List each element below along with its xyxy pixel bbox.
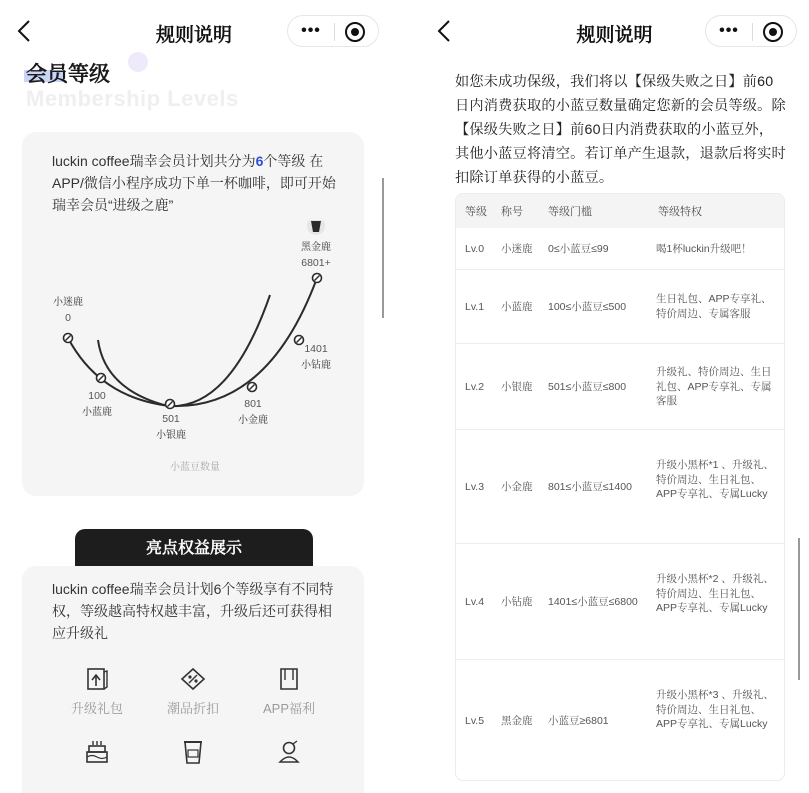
benefit-item[interactable] xyxy=(234,738,344,766)
perks-cell: 升级小黑杯*1 、升级礼、特价周边、生日礼包、APP专享礼、专属Lucky xyxy=(656,459,774,500)
progress-curve xyxy=(98,295,270,406)
level-cell: Lv.4 xyxy=(465,596,485,608)
decorative-dot xyxy=(128,52,148,72)
discount-tag-icon xyxy=(179,666,207,692)
coffee-cup-icon xyxy=(180,738,206,766)
section-title: 会员等级 xyxy=(26,63,110,86)
section-subtitle: Membership Levels xyxy=(26,86,239,111)
level-name-label: 小金鹿 xyxy=(238,415,268,426)
threshold-cell: 0≤小蓝豆≤99 xyxy=(548,243,609,255)
highlight-tab: 亮点权益展示 xyxy=(75,529,313,571)
benefit-item[interactable] xyxy=(234,666,344,717)
mini-program-capsule xyxy=(705,15,797,47)
right-screen xyxy=(420,0,809,793)
level-name-label: 小钻鹿 xyxy=(301,360,331,371)
column-header: 等级 xyxy=(465,206,487,218)
level-table xyxy=(455,193,785,781)
level-value-label: 801 xyxy=(244,398,262,410)
close-mini-program-icon[interactable] xyxy=(763,22,783,42)
table-row xyxy=(456,228,785,270)
title-cell: 小钻鹿 xyxy=(501,596,533,608)
intro-text-part1: luckin coffee瑞幸会员计划共分为 xyxy=(52,153,256,169)
more-menu-button[interactable]: ••• xyxy=(719,22,739,39)
benefit-label: 升级礼包 xyxy=(70,701,123,716)
level-progress-chart xyxy=(40,220,350,480)
highlight-card xyxy=(22,566,364,793)
intro-text-part2: 个等级 在APP/微信小程序成功下单一杯咖啡，即可开始瑞幸会员“进级之鹿” xyxy=(52,153,336,213)
benefit-label: 潮品折扣 xyxy=(166,701,219,716)
capsule-divider xyxy=(752,23,753,41)
user-service-icon xyxy=(276,738,302,766)
page-title: 规则说明 xyxy=(576,25,653,46)
threshold-cell: 501≤小蓝豆≤800 xyxy=(548,381,627,393)
perks-cell: 升级小黑杯*2 、升级礼、特价周边、生日礼包、APP专享礼、专属Lucky xyxy=(656,573,774,614)
column-header: 称号 xyxy=(501,206,523,218)
scrollbar[interactable] xyxy=(382,178,384,318)
title-cell: 小金鹿 xyxy=(501,481,533,493)
nav-bar xyxy=(0,0,388,62)
threshold-cell: 1401≤小蓝豆≤6800 xyxy=(548,596,638,608)
left-screen xyxy=(0,0,388,793)
level-cell: Lv.5 xyxy=(465,715,485,727)
perks-cell: 喝1杯luckin升级吧！ xyxy=(656,243,752,255)
benefit-label: APP福利 xyxy=(262,701,315,716)
highlight-text: luckin coffee瑞幸会员计划6个等级享有不同特权，等级越高特权越丰富，升级后还可获得相应升级礼 xyxy=(52,581,334,641)
level-value-label: 6801+ xyxy=(301,257,331,269)
gift-package-icon xyxy=(84,666,110,692)
perks-cell: 升级礼、特价周边、生日礼包、APP专享礼、专属客服 xyxy=(656,366,772,407)
title-cell: 小迷鹿 xyxy=(501,243,533,255)
level-cell: Lv.3 xyxy=(465,481,485,493)
level-value-label: 1401 xyxy=(304,343,328,355)
benefit-item[interactable] xyxy=(42,738,152,766)
threshold-cell: 801≤小蓝豆≤1400 xyxy=(548,481,632,493)
table-row xyxy=(456,430,785,544)
x-axis-label: 小蓝豆数量 xyxy=(170,462,220,473)
perks-cell: 生日礼包、APP专享礼、特价周边、专属客服 xyxy=(656,293,772,320)
threshold-cell: 100≤小蓝豆≤500 xyxy=(548,301,627,313)
cake-icon xyxy=(84,738,110,766)
column-header: 等级特权 xyxy=(658,206,702,218)
level-value-label: 501 xyxy=(162,413,180,425)
benefit-item[interactable] xyxy=(138,666,248,717)
table-row xyxy=(456,344,785,430)
close-mini-program-icon[interactable] xyxy=(345,22,365,42)
title-cell: 小银鹿 xyxy=(501,381,533,393)
level-value-label: 0 xyxy=(65,312,71,324)
level-name-label: 小迷鹿 xyxy=(53,297,83,308)
table-row xyxy=(456,270,785,344)
title-cell: 小蓝鹿 xyxy=(501,301,533,313)
scrollbar[interactable] xyxy=(798,538,800,680)
mini-program-capsule xyxy=(287,15,379,47)
level-cell: Lv.1 xyxy=(465,301,485,313)
level-name-label: 黑金鹿 xyxy=(301,242,331,253)
title-cell: 黑金鹿 xyxy=(501,715,533,727)
level-cell: Lv.2 xyxy=(465,381,485,393)
more-menu-button[interactable]: ••• xyxy=(301,22,321,39)
table-row xyxy=(456,660,785,781)
page-title: 规则说明 xyxy=(155,25,232,46)
app-benefit-icon xyxy=(276,666,302,692)
column-header: 等级门槛 xyxy=(548,206,592,218)
threshold-cell: 小蓝豆≥6801 xyxy=(548,715,609,727)
nav-bar xyxy=(420,0,809,62)
table-row xyxy=(456,544,785,660)
level-name-label: 小银鹿 xyxy=(156,430,186,441)
capsule-divider xyxy=(334,23,335,41)
downgrade-paragraph: 如您未成功保级，我们将以【保级失败之日】前60日内消费获取的小蓝豆数量确定您新的会员等级。除【保级失败之日】前60日内消费获取的小蓝豆外，其他小蓝豆将清空。若订单产生退款，退款后将实时扣除订单获得的小蓝豆。 xyxy=(455,74,786,186)
benefit-item[interactable] xyxy=(42,666,152,717)
table-header xyxy=(456,194,785,228)
intro-text xyxy=(52,150,342,216)
level-value-label: 100 xyxy=(88,390,106,402)
level-name-label: 小蓝鹿 xyxy=(82,407,112,418)
perks-cell: 升级小黑杯*3 、升级礼、特价周边、生日礼包、APP专享礼、专属Lucky xyxy=(656,689,774,730)
level-cell: Lv.0 xyxy=(465,243,485,255)
progress-curve xyxy=(68,278,317,406)
benefit-item[interactable] xyxy=(138,738,248,766)
level-count: 6 xyxy=(255,153,264,169)
